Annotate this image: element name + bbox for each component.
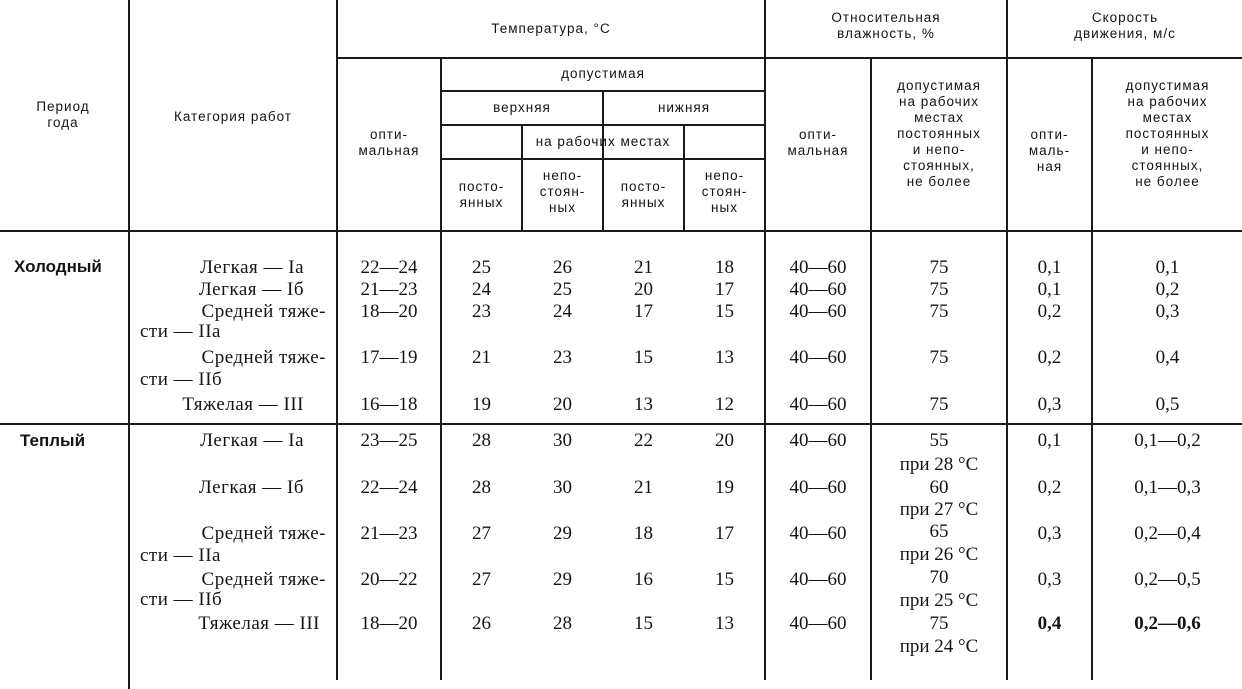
speed-optimal-cell: 0,4 bbox=[1037, 613, 1062, 634]
header-lower-permanent: посто- янных bbox=[620, 179, 667, 210]
upper-non-permanent-cell: 30 bbox=[553, 477, 572, 498]
header-humidity-optimal: опти- мальная bbox=[787, 127, 849, 158]
period-cold: Холодный bbox=[14, 257, 102, 276]
temp-optimal-cell: 22—24 bbox=[360, 477, 418, 498]
row-rule bbox=[440, 90, 764, 92]
speed-max-cell: 0,2 bbox=[1155, 279, 1180, 300]
temp-optimal-cell: 17—19 bbox=[360, 347, 418, 368]
header-upper: верхняя bbox=[493, 100, 551, 115]
humidity-max-cell: 70 bbox=[929, 567, 949, 588]
category-cell: сти — IIб bbox=[140, 589, 223, 610]
header-temp-allowed: допустимая bbox=[561, 66, 645, 81]
humidity-max-cell: 75 bbox=[929, 613, 949, 634]
category-cell: Легкая — Iа bbox=[200, 430, 304, 451]
humidity-max-cell: 75 bbox=[929, 347, 949, 368]
row-rule bbox=[440, 158, 764, 160]
header-lower-non-permanent: непо- стоян- ных bbox=[701, 168, 748, 215]
humidity-optimal-cell: 40—60 bbox=[789, 279, 847, 300]
row-rule bbox=[336, 57, 1242, 59]
humidity-condition: при 27 °С bbox=[899, 499, 979, 520]
speed-optimal-cell: 0,1 bbox=[1037, 279, 1062, 300]
lower-non-permanent-cell: 15 bbox=[715, 569, 734, 590]
lower-non-permanent-cell: 13 bbox=[715, 613, 734, 634]
lower-non-permanent-cell: 17 bbox=[715, 523, 734, 544]
header-temp-optimal: опти- мальная bbox=[358, 127, 420, 158]
upper-permanent-cell: 27 bbox=[472, 569, 491, 590]
speed-optimal-cell: 0,2 bbox=[1037, 347, 1062, 368]
speed-optimal-cell: 0,1 bbox=[1037, 430, 1062, 451]
speed-max-cell: 0,1 bbox=[1155, 257, 1180, 278]
header-upper-permanent: посто- янных bbox=[458, 179, 505, 210]
speed-optimal-cell: 0,1 bbox=[1037, 257, 1062, 278]
category-cell: Тяжелая — III bbox=[182, 394, 304, 415]
upper-permanent-cell: 21 bbox=[472, 347, 491, 368]
temp-optimal-cell: 16—18 bbox=[360, 394, 418, 415]
upper-non-permanent-cell: 24 bbox=[553, 301, 572, 322]
humidity-condition: при 28 °С bbox=[899, 454, 979, 475]
humidity-optimal-cell: 40—60 bbox=[789, 394, 847, 415]
upper-non-permanent-cell: 30 bbox=[553, 430, 572, 451]
temp-optimal-cell: 18—20 bbox=[360, 301, 418, 322]
speed-optimal-cell: 0,3 bbox=[1037, 394, 1062, 415]
upper-non-permanent-cell: 20 bbox=[553, 394, 572, 415]
header-humidity-allowed: допустимая на рабочих местах постоянных и непо- стоянных, не более bbox=[897, 78, 981, 189]
category-cell: сти — IIа bbox=[140, 545, 221, 566]
header-speed: Скорость движения, м/с bbox=[1074, 10, 1176, 41]
upper-permanent-cell: 28 bbox=[472, 430, 491, 451]
speed-optimal-cell: 0,2 bbox=[1037, 301, 1062, 322]
temp-optimal-cell: 21—23 bbox=[360, 279, 418, 300]
speed-optimal-cell: 0,3 bbox=[1037, 569, 1062, 590]
humidity-condition: при 25 °С bbox=[899, 590, 979, 611]
upper-non-permanent-cell: 28 bbox=[553, 613, 572, 634]
upper-permanent-cell: 23 bbox=[472, 301, 491, 322]
humidity-optimal-cell: 40—60 bbox=[789, 257, 847, 278]
humidity-condition: при 24 °С bbox=[899, 636, 979, 657]
humidity-condition: при 26 °С bbox=[899, 544, 979, 565]
upper-permanent-cell: 19 bbox=[472, 394, 491, 415]
temp-optimal-cell: 21—23 bbox=[360, 523, 418, 544]
upper-non-permanent-cell: 26 bbox=[553, 257, 572, 278]
row-rule bbox=[0, 230, 1242, 232]
category-cell: сти — IIб bbox=[140, 369, 223, 390]
category-cell: Легкая — Iа bbox=[200, 257, 304, 278]
lower-permanent-cell: 21 bbox=[634, 257, 653, 278]
humidity-max-cell: 75 bbox=[929, 394, 949, 415]
header-period: Период года bbox=[36, 99, 90, 130]
lower-permanent-cell: 15 bbox=[634, 347, 653, 368]
header-upper-non-permanent: непо- стоян- ных bbox=[539, 168, 586, 215]
lower-permanent-cell: 15 bbox=[634, 613, 653, 634]
lower-permanent-cell: 16 bbox=[634, 569, 653, 590]
humidity-max-cell: 60 bbox=[929, 477, 949, 498]
humidity-max-cell: 75 bbox=[929, 257, 949, 278]
humidity-max-cell: 55 bbox=[929, 430, 949, 451]
category-cell: Средней тяже- bbox=[201, 301, 326, 322]
speed-max-cell: 0,3 bbox=[1155, 301, 1180, 322]
lower-non-permanent-cell: 17 bbox=[715, 279, 734, 300]
upper-permanent-cell: 27 bbox=[472, 523, 491, 544]
humidity-optimal-cell: 40—60 bbox=[789, 347, 847, 368]
lower-non-permanent-cell: 18 bbox=[715, 257, 734, 278]
temp-optimal-cell: 23—25 bbox=[360, 430, 418, 451]
humidity-max-cell: 75 bbox=[929, 279, 949, 300]
humidity-optimal-cell: 40—60 bbox=[789, 613, 847, 634]
category-cell: Средней тяже- bbox=[201, 347, 326, 368]
humidity-optimal-cell: 40—60 bbox=[789, 569, 847, 590]
temp-optimal-cell: 22—24 bbox=[360, 257, 418, 278]
lower-permanent-cell: 21 bbox=[634, 477, 653, 498]
speed-max-cell: 0,1—0,2 bbox=[1134, 430, 1201, 451]
lower-non-permanent-cell: 13 bbox=[715, 347, 734, 368]
temp-optimal-cell: 20—22 bbox=[360, 569, 418, 590]
upper-permanent-cell: 28 bbox=[472, 477, 491, 498]
upper-non-permanent-cell: 29 bbox=[553, 523, 572, 544]
speed-optimal-cell: 0,3 bbox=[1037, 523, 1062, 544]
upper-non-permanent-cell: 29 bbox=[553, 569, 572, 590]
header-humidity: Относительная влажность, % bbox=[831, 10, 941, 41]
category-cell: Средней тяже- bbox=[201, 523, 326, 544]
humidity-max-cell: 65 bbox=[929, 521, 949, 542]
speed-max-cell: 0,1—0,3 bbox=[1134, 477, 1201, 498]
humidity-optimal-cell: 40—60 bbox=[789, 523, 847, 544]
upper-permanent-cell: 26 bbox=[472, 613, 491, 634]
row-rule bbox=[0, 423, 1242, 425]
upper-non-permanent-cell: 25 bbox=[553, 279, 572, 300]
speed-max-cell: 0,2—0,4 bbox=[1134, 523, 1201, 544]
row-rule bbox=[440, 124, 764, 126]
lower-permanent-cell: 22 bbox=[634, 430, 653, 451]
category-cell: Средней тяже- bbox=[201, 569, 326, 590]
category-cell: Тяжелая — III bbox=[198, 613, 320, 634]
lower-permanent-cell: 18 bbox=[634, 523, 653, 544]
speed-max-cell: 0,5 bbox=[1155, 394, 1180, 415]
header-category: Категория работ bbox=[173, 109, 292, 124]
humidity-optimal-cell: 40—60 bbox=[789, 301, 847, 322]
temp-optimal-cell: 18—20 bbox=[360, 613, 418, 634]
humidity-optimal-cell: 40—60 bbox=[789, 477, 847, 498]
period-warm: Теплый bbox=[20, 431, 86, 450]
upper-non-permanent-cell: 23 bbox=[553, 347, 572, 368]
lower-non-permanent-cell: 19 bbox=[715, 477, 734, 498]
humidity-optimal-cell: 40—60 bbox=[789, 430, 847, 451]
header-speed-optimal: опти- маль- ная bbox=[1028, 127, 1071, 174]
header-speed-allowed: допустимая на рабочих местах постоянных и непо- стоянных, не более bbox=[1125, 78, 1210, 189]
category-cell: Легкая — Iб bbox=[198, 279, 304, 300]
category-cell: Легкая — Iб bbox=[198, 477, 304, 498]
speed-max-cell: 0,2—0,5 bbox=[1134, 569, 1201, 590]
speed-max-cell: 0,4 bbox=[1155, 347, 1180, 368]
upper-permanent-cell: 24 bbox=[472, 279, 491, 300]
upper-permanent-cell: 25 bbox=[472, 257, 491, 278]
lower-non-permanent-cell: 20 bbox=[715, 430, 734, 451]
header-lower: нижняя bbox=[657, 100, 711, 115]
lower-non-permanent-cell: 15 bbox=[715, 301, 734, 322]
lower-permanent-cell: 20 bbox=[634, 279, 653, 300]
lower-permanent-cell: 13 bbox=[634, 394, 653, 415]
category-cell: сти — IIа bbox=[140, 321, 221, 342]
lower-non-permanent-cell: 12 bbox=[715, 394, 734, 415]
header-at-workplaces: на рабочих местах bbox=[535, 134, 671, 149]
lower-permanent-cell: 17 bbox=[634, 301, 653, 322]
header-temperature: Температура, °С bbox=[491, 21, 611, 36]
speed-optimal-cell: 0,2 bbox=[1037, 477, 1062, 498]
speed-max-cell: 0,2—0,6 bbox=[1134, 613, 1201, 634]
humidity-max-cell: 75 bbox=[929, 301, 949, 322]
